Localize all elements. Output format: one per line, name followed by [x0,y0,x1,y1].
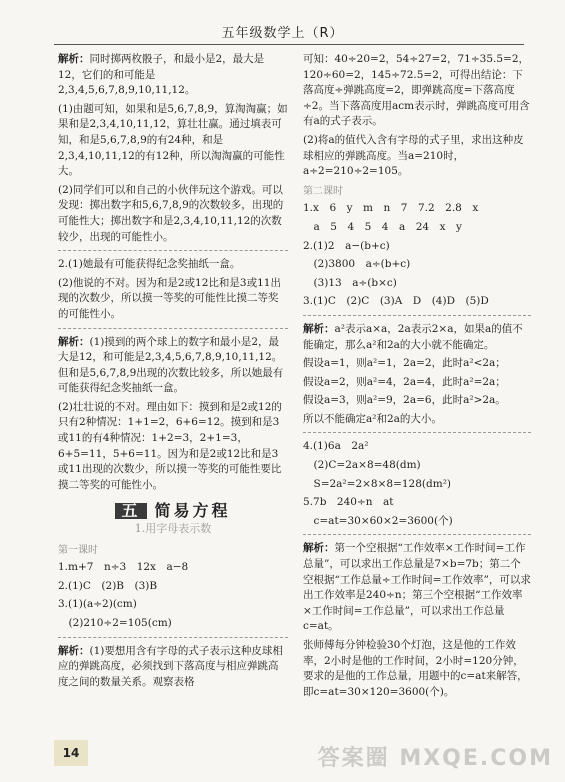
answer-text: 假设a=1，则a²=1，2a=2，此时a²<2a； [303,357,506,370]
answer-paragraph [303,257,531,273]
answer-paragraph [303,514,531,530]
answer-text: (1)摸到的两个球上的数字和最小是2，最大是12，和可能是2,3,4,5,6,7,8,9,10,11,12。但和是5,6,7,8,9出现的次数比较多，所以她最有可能获得纪念奖抽纸一盒。 [58,335,284,395]
watermark: 答案圈 MXQE.COM [317,746,553,771]
page-number: 14 [54,740,88,766]
lesson-label: 第二课时 [303,185,343,197]
answer-paragraph [58,52,288,99]
answer-text: 3.(1)(a÷2)(cm) [58,598,137,611]
answer-paragraph [303,439,531,455]
answer-paragraph [58,644,288,691]
answer-text: 2.(1)2 a−(b+c) [303,239,390,252]
answer-paragraph [58,335,288,397]
analysis-label: 解析： [303,322,335,335]
divider [303,432,531,433]
answer-paragraph [58,579,288,595]
answer-paragraph [303,477,531,493]
lesson-label: 第一课时 [58,544,98,556]
left-answers [58,52,288,493]
right-answers [303,52,531,700]
answer-paragraph [303,239,531,255]
answer-text: (2)他说的不对。因为和是2或12比和是3或11出现的次数少，所以摸一等奖的可能性比摸二等奖的可能性小。 [58,276,281,320]
answer-text: (3)13 a÷(b×c) [303,276,397,289]
answer-text: (2)210÷2=105(cm) [58,617,172,629]
answer-paragraph [303,201,531,217]
answer-text: (2)将a的值代入含有字母的式子里，求出这种皮球相应的弹跳高度。当a=210时，a÷2=210÷2=105。 [303,133,524,178]
analysis-label: 解析： [58,335,90,348]
chapter-heading [58,503,288,519]
answer-paragraph [303,276,531,292]
answer-paragraph [303,458,531,474]
answer-paragraph [58,257,288,273]
answer-text: 3.(1)C (2)C (3)A D (4)D (5)D [303,295,489,308]
left-answers-chapter [58,543,288,691]
answer-paragraph [303,133,531,180]
answer-paragraph [303,356,531,372]
answer-text: (2)同学们可以和自己的小伙伴玩这个游戏。可以发现：掷出数字和5,6,7,8,9的次数较多，出现的可能性大；掷出数字和是2,3,4,10,11,12的次数较少，出现的可能性小。 [58,183,284,243]
answer-text: a 5 4 5 4 a 24 x y [303,220,462,233]
answer-text: 5.7b 240÷n at [303,496,394,509]
answer-paragraph [303,495,531,511]
answer-paragraph [303,393,531,409]
answer-paragraph [58,597,288,613]
analysis-label: 解析： [303,542,335,555]
answer-paragraph [303,638,531,700]
answer-text: 4.(1)6a 2a² [303,440,369,453]
answer-text: 同时掷两枚骰子，和最小是2，最大是12，它们的和可能是2,3,4,5,6,7,8,9,10,11,12。 [58,53,265,97]
answer-paragraph [58,400,288,494]
divider [58,250,288,251]
analysis-label: 解析： [58,53,90,65]
answer-paragraph [58,183,288,245]
analysis-label: 解析： [58,644,90,657]
answer-text: 假设a=3，则a²=9，2a=6，此时a²>2a。 [303,394,506,407]
right-column [303,52,531,703]
answer-text: 可知：40÷20=2，54÷27=2，71÷35.5=2，120÷60=2，145÷72.5=2，可得出结论：下落高度÷弹跳高度=2，即弹跳高度=下落高度÷2。当下落高度用acm表示时，弹跳高度可用含有a的式子表示。 [303,53,530,128]
answer-paragraph [58,102,288,180]
answer-text: c=at=30×60×2=3600(个) [303,514,453,527]
answer-text: S=2a²=2×8×8=128(dm²) [303,477,451,490]
answer-paragraph [303,322,531,353]
answer-text: 1.x 6 y m n 7 7.2 2.8 x [303,202,479,215]
divider [58,328,288,329]
answer-paragraph [303,220,531,236]
answer-text: a²表示a×a，2a表示2×a，如果a的值不能确定，那么a²和2a的大小就不能确定。 [303,322,523,351]
answer-text: 1.m+7 n÷3 12x a−8 [58,561,189,574]
answer-text: 2.(1)C (2)B (3)B [58,579,158,592]
page-header: 五年级数学上（R） [221,26,344,41]
answer-text: (2)C=2a×8=48(dm) [303,459,421,472]
answer-text: 所以不能确定a²和2a的大小。 [303,412,442,425]
divider [303,534,531,535]
answer-paragraph [303,294,531,310]
answer-paragraph [303,412,531,428]
answer-paragraph [58,560,288,576]
answer-text: (2)壮壮说的不对。理由如下：摸到和是2或12的只有2种情况：1+1=2，6+6=12。摸到和是3或11的有4种情况：1+2=3，2+1=3，6+5=11，5+6=11。因为和是2或12比和是3或11出现的次数少，所以摸一等奖的可能性要比摸二等奖的可能性小。 [58,400,282,491]
answer-text: 2.(1)她最有可能获得纪念奖抽纸一盒。 [58,258,241,271]
answer-text: 假设a=2，则a²=4，2a=4，此时a²=2a； [303,375,506,388]
chapter-number: 五 [115,503,146,519]
answer-paragraph [58,616,288,632]
chapter-title: 简易方程 [154,501,231,521]
answer-paragraph [58,276,288,323]
section-title: 1.用字母表示数 [134,522,212,536]
answer-text: (1)由题可知，如果和是5,6,7,8,9，算淘淘赢；如果和是2,3,4,10,11,12，算壮壮赢。通过填表可知，和是5,6,7,8,9的有24种，和是2,3,4,10,11,12的有12种，所以淘淘赢的可能性大。 [58,102,288,178]
answer-text: (2)3800 a÷(b+c) [303,258,411,271]
answer-paragraph [303,375,531,391]
answer-text: 第一个空根据“工作效率×工作时间=工作总量”，可以求出工作总量是7×b=7b；第二个空根据“工作总量÷工作时间=工作效率”，可以求出工作效率是240÷n；第三个空根据“工作效率×工作时间=工作总量”，可以求出工作总量c=at。 [303,542,531,633]
answer-text: (1)要想用含有字母的式子表示这种皮球相应的弹跳高度，必须找到下落高度与相应弹跳高度之间的数量关系。观察表格 [58,644,283,688]
divider [58,637,288,638]
divider [303,315,531,316]
answer-paragraph [303,52,531,130]
header-rule [54,44,524,45]
left-column [58,52,288,693]
answer-text: 张师傅每分钟检验30个灯泡，这是他的工作效率，2小时是他的工作时间，2小时=120分钟，要求的是他的工作总量，用题中的c=at来解答，即c=at=30×120=3600(个)。 [303,639,528,698]
answer-paragraph [303,541,531,635]
